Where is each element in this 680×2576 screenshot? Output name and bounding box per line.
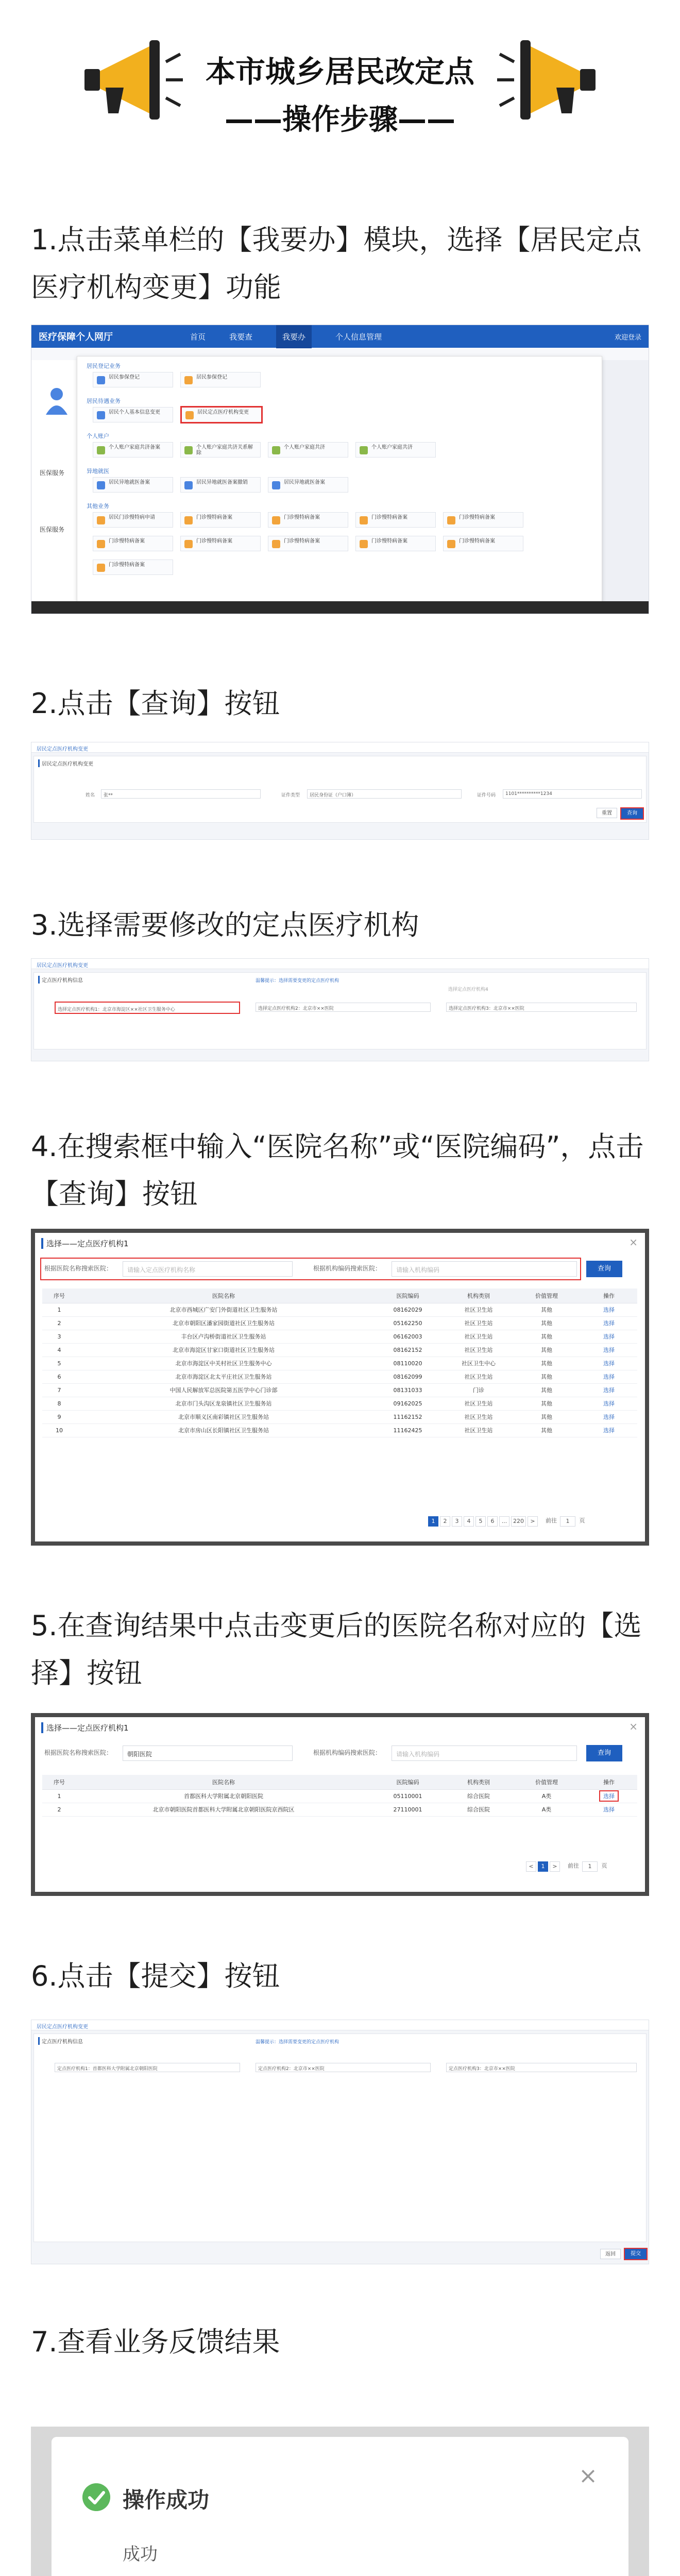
menu-card[interactable]: 居民异地就医备案 (93, 477, 173, 493)
goto-page-input[interactable]: 1 (582, 1861, 598, 1872)
close-icon[interactable]: × (629, 1720, 638, 1733)
field-label: 证件号码 (477, 793, 496, 798)
table-cell: 社区卫生站 (445, 1316, 513, 1330)
table-cell: 05110001 (371, 1789, 445, 1803)
menu-card[interactable]: 居民参保登记 (180, 372, 261, 387)
table-row (42, 1803, 637, 1816)
name-field[interactable]: 张** (101, 789, 261, 799)
step-7-screenshot (31, 2427, 649, 2576)
table-cell: 2 (42, 1803, 76, 1816)
menu-card[interactable]: 居民异地就医备案撤销 (180, 477, 261, 493)
table-cell: 社区卫生站 (445, 1397, 513, 1410)
menu-card[interactable]: 居民参保登记 (93, 372, 173, 387)
table-row (42, 1316, 637, 1330)
table-cell: 1 (42, 1303, 76, 1316)
table-cell: 其他 (513, 1410, 581, 1423)
panel-title: 定点医疗机构信息 (38, 976, 83, 984)
table-cell: 北京市海淀区中关村社区卫生服务中心 (76, 1357, 371, 1370)
table-cell: 其他 (513, 1370, 581, 1383)
page-button[interactable]: < (526, 1861, 536, 1872)
fixed-point-select-3[interactable]: 定点医疗机构3：北京市××医院 (446, 2063, 637, 2072)
table-cell: 丰台区卢沟桥街道社区卫生服务站 (76, 1330, 371, 1343)
select-link[interactable]: 选择 (581, 1410, 637, 1423)
menu-card[interactable]: 门诊慢特病备案 (443, 512, 523, 528)
select-link[interactable]: 选择 (581, 1383, 637, 1397)
menu-card[interactable]: 门诊慢特病备案 (443, 536, 523, 551)
page-button[interactable]: 4 (464, 1516, 474, 1527)
table-cell: 05162250 (371, 1316, 445, 1330)
table-row (42, 1789, 637, 1803)
step-5-title: 5.在查询结果中点击变更后的医院名称对应的【选择】按钮 (31, 1609, 642, 1689)
field-label: 证件类型 (281, 793, 300, 798)
table-row (42, 1423, 637, 1437)
menu-section: 居民登记业务 (87, 363, 121, 369)
table-cell: 社区卫生站 (445, 1303, 513, 1316)
table-cell: 综合医院 (445, 1789, 513, 1803)
table-cell: 北京市房山区长阳镇社区卫生服务站 (76, 1423, 371, 1437)
table-cell: 社区卫生中心 (445, 1357, 513, 1370)
table-cell: 北京市朝阳区潘家园街道社区卫生服务站 (76, 1316, 371, 1330)
page-subtitle: ——操作步骤—— (225, 103, 455, 137)
step-6-screenshot (31, 2020, 649, 2264)
avatar-icon (45, 386, 69, 416)
table-cell: A类 (513, 1789, 581, 1803)
close-icon[interactable]: × (629, 1236, 638, 1248)
menu-card[interactable]: 个人账户家庭共济 (268, 442, 348, 457)
result-dialog (52, 2437, 628, 2576)
table-row (42, 1330, 637, 1343)
menu-card[interactable]: 门诊慢特病备案 (93, 536, 173, 551)
goto-label: 前往 (546, 1517, 557, 1524)
fixed-point-select-3[interactable]: 选择定点医疗机构3：北京市××医院 (446, 1003, 637, 1012)
fixed-point-panel (33, 2033, 647, 2242)
select-hospital-dialog (35, 1717, 645, 1892)
nav-query[interactable]: 我要查 (229, 332, 253, 342)
select-link[interactable]: 选择 (581, 1343, 637, 1357)
table-cell: 09162025 (371, 1397, 445, 1410)
nav-handle[interactable]: 我要办 (276, 325, 312, 348)
select-link[interactable] (581, 1789, 637, 1803)
menu-card[interactable]: 居民个人基本信息变更 (93, 407, 173, 422)
hospital-name-input[interactable]: 朝阳医院 (123, 1745, 293, 1761)
page-button[interactable]: 6 (487, 1516, 498, 1527)
table-cell: 首都医科大学附属北京朝阳医院 (76, 1789, 371, 1803)
table-cell: 社区卫生站 (445, 1370, 513, 1383)
mega-menu (77, 356, 602, 602)
success-check-icon (82, 2483, 110, 2511)
table-cell: 社区卫生站 (445, 1410, 513, 1423)
table-cell: 08162152 (371, 1343, 445, 1357)
fixed-point-select-2[interactable]: 定点医疗机构2：北京市××医院 (256, 2063, 431, 2072)
page-button[interactable]: > (528, 1516, 538, 1527)
search-label: 根据医院名称搜索医院： (44, 1265, 113, 1272)
user-greeting: 欢迎登录 (614, 333, 641, 342)
hospital-code-input[interactable]: 请输入机构编码 (392, 1261, 577, 1277)
table-cell: 27110001 (371, 1803, 445, 1816)
menu-card-resident-fixed-point-change[interactable]: 居民定点医疗机构变更 (180, 406, 263, 423)
panel-title: 定点医疗机构信息 (38, 2037, 83, 2045)
menu-section: 居民待遇业务 (87, 398, 121, 404)
cert-type-field[interactable]: 居民身份证（户口簿） (307, 789, 462, 799)
menu-card[interactable]: 门诊慢特病备案 (180, 512, 261, 528)
table-cell: 08162029 (371, 1303, 445, 1316)
tip-text: 温馨提示：选择需要变更的定点医疗机构 (256, 978, 339, 984)
hospital-name-input[interactable]: 请输入定点医疗机构名称 (123, 1261, 293, 1277)
table-cell: 08131033 (371, 1383, 445, 1397)
table-cell: 北京市海淀区甘家口街道社区卫生服务站 (76, 1343, 371, 1357)
submit-button[interactable]: 提交 (624, 2248, 648, 2260)
step-5-screenshot (31, 1713, 649, 1896)
table-cell: 社区卫生站 (445, 1330, 513, 1343)
goto-label: 前往 (568, 1862, 579, 1869)
page-button[interactable]: 1 (428, 1516, 438, 1527)
table-cell: A类 (513, 1803, 581, 1816)
bottom-bar (31, 601, 649, 614)
table-cell: 11162425 (371, 1423, 445, 1437)
table-cell: 1 (42, 1789, 76, 1803)
table-cell: 06162003 (371, 1330, 445, 1343)
table-header: 序号 医院名称 医院编码 机构类别 价值管理 操作 (42, 1775, 637, 1789)
step-3-title: 3.选择需要修改的定点医疗机构 (31, 909, 419, 941)
menu-card[interactable]: 门诊慢特病备案 (268, 536, 348, 551)
page-button[interactable]: 220 (511, 1516, 526, 1527)
table-header: 序号 医院名称 医院编码 机构类别 价值管理 操作 (42, 1289, 637, 1303)
fixed-point-select-1[interactable]: 选择定点医疗机构1：北京市海淀区××社区卫生服务中心 (55, 1002, 240, 1014)
tip-text: 温馨提示：选择需要变更的定点医疗机构 (256, 2040, 339, 2045)
result-title: 操作成功 (123, 2487, 210, 2513)
hospital-code-input[interactable]: 请输入机构编码 (392, 1745, 577, 1761)
breadcrumb: 居民定点医疗机构变更 (31, 742, 649, 753)
query-panel (33, 756, 647, 823)
result-message: 成功 (123, 2544, 158, 2565)
breadcrumb: 居民定点医疗机构变更 (31, 2020, 649, 2030)
cert-number-field[interactable]: 1101**********1234 (503, 789, 642, 799)
select-link[interactable]: 选择 (581, 1303, 637, 1316)
breadcrumb: 居民定点医疗机构变更 (31, 959, 649, 969)
select-link[interactable]: 选择 (581, 1397, 637, 1410)
hospital-table (42, 1289, 637, 1437)
fixed-point-select-2[interactable]: 选择定点医疗机构2：北京市××医院 (256, 1003, 431, 1012)
page-button[interactable]: 5 (475, 1516, 486, 1527)
select-link[interactable]: 选择 (581, 1330, 637, 1343)
page-unit: 页 (601, 1862, 607, 1869)
step-6-title: 6.点击【提交】按钮 (31, 1960, 280, 1992)
select-link[interactable]: 选择 (581, 1803, 637, 1816)
table-cell: 11162152 (371, 1410, 445, 1423)
page-button[interactable]: 2 (440, 1516, 450, 1527)
menu-card[interactable]: 个人账户家庭共济关系解除 (180, 442, 261, 457)
menu-card[interactable]: 门诊慢特病备案 (355, 512, 436, 528)
top-nav-bar (31, 325, 649, 348)
menu-card[interactable]: 个人账户家庭共济 (355, 442, 436, 457)
table-cell: 其他 (513, 1303, 581, 1316)
table-cell: 3 (42, 1330, 76, 1343)
close-icon[interactable]: × (579, 2463, 598, 2489)
table-row (42, 1303, 637, 1316)
search-label: 根据医院名称搜索医院： (44, 1749, 113, 1756)
table-cell: 2 (42, 1316, 76, 1330)
table-cell: 6 (42, 1370, 76, 1383)
menu-card[interactable]: 门诊慢特病备案 (268, 512, 348, 528)
table-cell: 门诊 (445, 1383, 513, 1397)
table-cell: 综合医院 (445, 1803, 513, 1816)
step-1-title: 1.点击菜单栏的【我要办】模块，选择【居民定点医疗机构变更】功能 (31, 224, 642, 303)
step-3-screenshot (31, 958, 649, 1061)
goto-page-input[interactable]: 1 (560, 1516, 575, 1527)
left-label: 医保服务 (40, 469, 65, 477)
select-link[interactable]: 选择 (581, 1423, 637, 1437)
table-cell: 其他 (513, 1330, 581, 1343)
select-button-highlight[interactable]: 选择 (599, 1790, 619, 1802)
page-header (0, 0, 680, 155)
table-cell: 其他 (513, 1357, 581, 1370)
dialog-title: 选择——定点医疗机构1 (41, 1722, 129, 1733)
left-panel (31, 360, 80, 602)
fixed-point-select-1[interactable]: 定点医疗机构1：首都医科大学附属北京朝阳医院 (55, 2063, 240, 2072)
step-2-title: 2.点击【查询】按钮 (31, 687, 280, 720)
table-cell: 9 (42, 1410, 76, 1423)
table-cell: 北京市西城区广安门外街道社区卫生服务站 (76, 1303, 371, 1316)
select-link[interactable]: 选择 (581, 1316, 637, 1330)
step-1-screenshot (31, 325, 649, 614)
step-4-title: 4.在搜索框中输入“医院名称”或“医院编码”，点击【查询】按钮 (31, 1130, 644, 1210)
table-cell: 5 (42, 1357, 76, 1370)
select-hospital-dialog (35, 1233, 645, 1541)
menu-section: 异地就医 (87, 468, 109, 474)
table-cell: 7 (42, 1383, 76, 1397)
table-cell: 中国人民解放军总医院第五医学中心门诊部 (76, 1383, 371, 1397)
table-row (42, 1343, 637, 1357)
table-cell: 社区卫生站 (445, 1343, 513, 1357)
table-cell: 10 (42, 1423, 76, 1437)
menu-card[interactable]: 门诊慢特病备案 (355, 536, 436, 551)
query-button[interactable]: 查询 (620, 807, 644, 820)
reset-button[interactable]: 重置 (597, 808, 617, 818)
step-2-screenshot (31, 742, 649, 840)
table-cell: 社区卫生站 (445, 1423, 513, 1437)
page-button[interactable]: 3 (452, 1516, 462, 1527)
dialog-title: 选择——定点医疗机构1 (41, 1238, 129, 1249)
table-row (42, 1397, 637, 1410)
table-cell: 08162099 (371, 1370, 445, 1383)
select-link[interactable]: 选择 (581, 1370, 637, 1383)
left-label: 医保服务 (40, 526, 65, 533)
table-row (42, 1410, 637, 1423)
search-label: 根据机构编码搜索医院： (313, 1265, 382, 1272)
table-cell: 北京市海淀区北太平庄社区卫生服务站 (76, 1370, 371, 1383)
menu-card[interactable]: 门诊慢特病备案 (180, 536, 261, 551)
fixed-point-select-4[interactable]: 选择定点医疗机构4 (446, 984, 637, 993)
table-row (42, 1383, 637, 1397)
table-cell: 其他 (513, 1423, 581, 1437)
step-4-screenshot (31, 1229, 649, 1546)
megaphone-icon (495, 36, 603, 124)
nav-profile[interactable]: 个人信息管理 (335, 332, 382, 342)
table-row (42, 1370, 637, 1383)
select-link[interactable]: 选择 (581, 1357, 637, 1370)
field-label: 姓名 (86, 793, 95, 798)
step-7-title: 7.查看业务反馈结果 (31, 2326, 280, 2358)
nav-home[interactable]: 首页 (190, 332, 206, 342)
menu-section: 个人账户 (87, 433, 109, 439)
query-button[interactable]: 查询 (586, 1261, 622, 1277)
table-cell: 其他 (513, 1316, 581, 1330)
back-button[interactable]: 返回 (600, 2249, 621, 2259)
table-cell: 北京市朝阳医院首都医科大学附属北京朝阳医院京西院区 (76, 1803, 371, 1816)
pagination (427, 1516, 587, 1527)
table-cell: 北京市门头沟区龙泉镇社区卫生服务站 (76, 1397, 371, 1410)
menu-card[interactable]: 个人账户家庭共济备案 (93, 442, 173, 457)
table-cell: 08110020 (371, 1357, 445, 1370)
search-label: 根据机构编码搜索医院： (313, 1749, 382, 1756)
table-row (42, 1357, 637, 1370)
page-unit: 页 (579, 1517, 585, 1524)
table-cell: 北京市顺义区南彩镇社区卫生服务站 (76, 1410, 371, 1423)
menu-card[interactable]: 门诊慢特病备案 (93, 560, 173, 575)
menu-card[interactable]: 居民异地就医备案 (268, 477, 348, 493)
query-button[interactable]: 查询 (586, 1745, 622, 1761)
menu-section: 其他业务 (87, 503, 109, 510)
page-button[interactable]: 1 (538, 1861, 548, 1872)
page-title: 本市城乡居民改定点 (205, 54, 474, 89)
pagination (524, 1861, 609, 1872)
menu-card[interactable]: 居民门诊慢特病申请 (93, 512, 173, 528)
page-button[interactable]: > (550, 1861, 560, 1872)
table-cell: 其他 (513, 1383, 581, 1397)
table-cell: 其他 (513, 1397, 581, 1410)
table-cell: 其他 (513, 1343, 581, 1357)
table-cell: 8 (42, 1397, 76, 1410)
table-cell: 4 (42, 1343, 76, 1357)
panel-title: 居民定点医疗机构变更 (38, 759, 93, 767)
fixed-point-panel (33, 972, 647, 1049)
page-button[interactable]: ... (499, 1516, 509, 1527)
result-table (42, 1775, 637, 1817)
brand-logo: 医疗保障个人网厅 (39, 332, 113, 343)
